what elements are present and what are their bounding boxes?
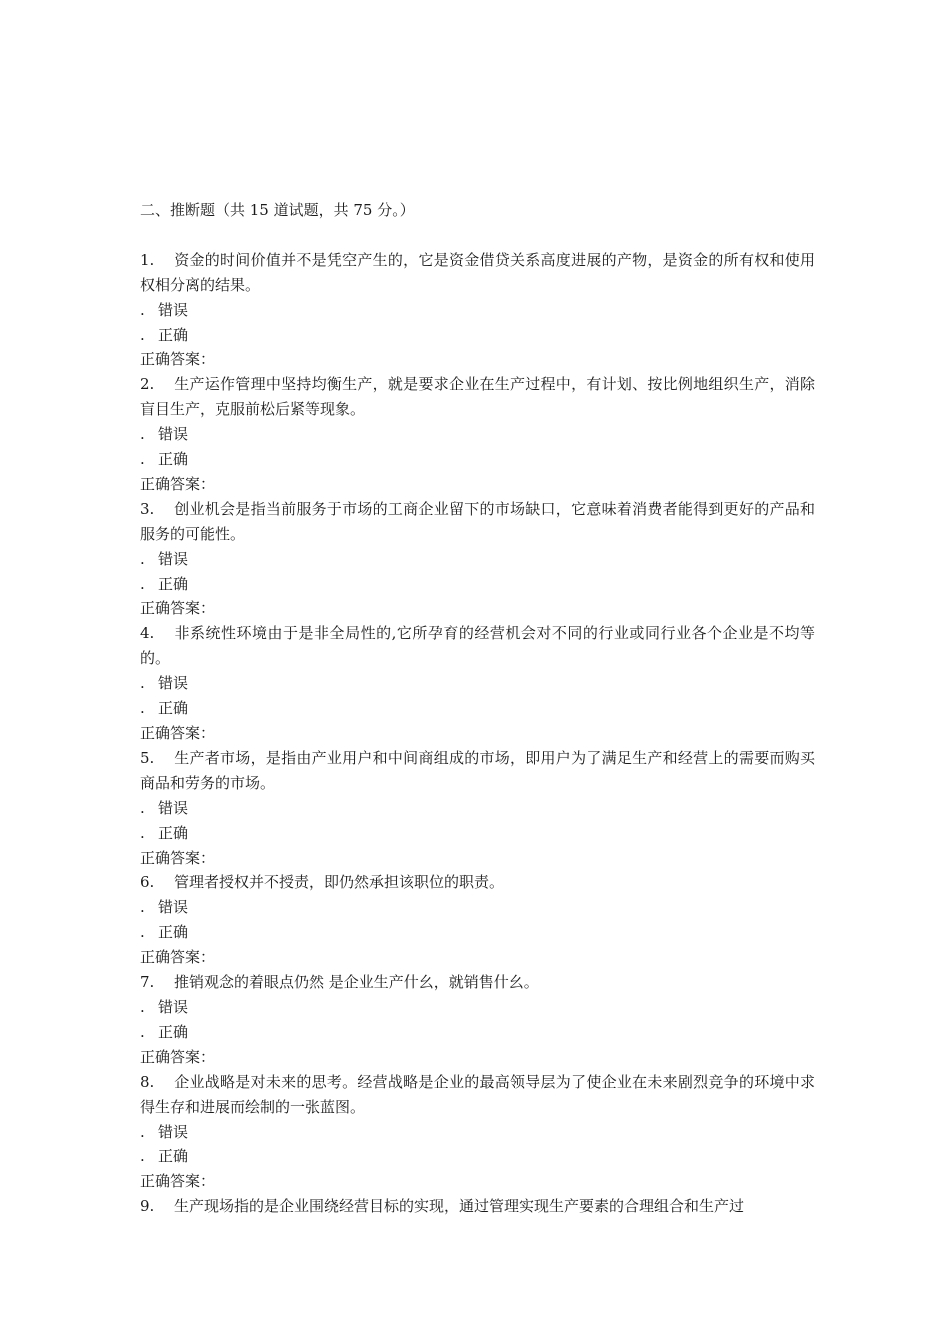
section-title: 二、推断题（共 15 道试题，共 75 分。）	[140, 201, 415, 219]
option-label: 正确	[158, 699, 189, 718]
option-prefix: .	[140, 1022, 145, 1041]
option-prefix: .	[140, 1122, 145, 1141]
option-prefix: .	[140, 425, 145, 444]
question-block	[140, 621, 815, 746]
option-prefix: .	[140, 699, 145, 718]
question-body: 管理者授权并不授责，即仍然承担该职位的职责。	[174, 873, 505, 892]
correct-answer-label: 正确答案：	[140, 848, 216, 867]
question-block	[140, 1070, 815, 1195]
option-prefix: .	[140, 997, 145, 1016]
answer-option[interactable]	[140, 1144, 815, 1169]
option-label: 正确	[158, 450, 189, 469]
option-label: 错误	[158, 1122, 189, 1141]
question-number: 3.	[140, 499, 155, 518]
question-block	[140, 248, 815, 373]
question-number: 1.	[140, 250, 155, 269]
option-label: 错误	[158, 997, 189, 1016]
answer-option[interactable]	[140, 895, 815, 920]
question-block	[140, 870, 815, 970]
option-label: 正确	[158, 574, 189, 593]
question-number: 4.	[140, 624, 155, 643]
option-prefix: .	[140, 325, 145, 344]
correct-answer-label: 正确答案：	[140, 599, 216, 618]
option-label: 错误	[158, 425, 189, 444]
option-prefix: .	[140, 923, 145, 942]
option-prefix: .	[140, 450, 145, 469]
question-body: 非系统性环境由于是非全局性的,它所孕育的经营机会对不同的行业或同行业各个企业是不均等的。	[140, 624, 815, 668]
question-body: 推销观念的着眼点仍然 是企业生产什幺，就销售什幺。	[174, 973, 539, 992]
question-block	[140, 372, 815, 497]
answer-option[interactable]	[140, 696, 815, 721]
question-text	[140, 746, 815, 796]
question-number: 6.	[140, 873, 155, 892]
answer-option[interactable]	[140, 995, 815, 1020]
answer-option[interactable]	[140, 422, 815, 447]
question-text	[140, 1070, 815, 1120]
answer-option[interactable]	[140, 547, 815, 572]
option-label: 错误	[158, 674, 189, 693]
option-label: 错误	[158, 798, 189, 817]
option-prefix: .	[140, 1147, 145, 1166]
option-label: 正确	[158, 1022, 189, 1041]
correct-answer-label: 正确答案：	[140, 1047, 216, 1066]
question-block	[140, 970, 815, 1070]
correct-answer-label: 正确答案：	[140, 350, 216, 369]
question-block	[140, 746, 815, 871]
question-number: 5.	[140, 748, 155, 767]
question-text	[140, 497, 815, 547]
answer-option[interactable]	[140, 572, 815, 597]
question-text	[140, 1194, 815, 1219]
question-text	[140, 372, 815, 422]
question-body: 资金的时间价值并不是凭空产生的，它是资金借贷关系高度进展的产物，是资金的所有权和使用权相分离的结果。	[140, 250, 815, 294]
question-number: 8.	[140, 1072, 155, 1091]
question-list	[140, 248, 815, 1219]
correct-answer-label: 正确答案：	[140, 474, 216, 493]
question-body: 企业战略是对未来的思考。经营战略是企业的最高领导层为了使企业在未来剧烈竞争的环境中求得生存和进展而绘制的一张蓝图。	[140, 1072, 815, 1116]
answer-option[interactable]	[140, 796, 815, 821]
option-label: 正确	[158, 923, 189, 942]
question-body: 生产者市场，是指由产业用户和中间商组成的市场，即用户为了满足生产和经营上的需要而购买商品和劳务的市场。	[140, 748, 815, 792]
question-block	[140, 1194, 815, 1219]
question-block	[140, 497, 815, 622]
correct-answer-label: 正确答案：	[140, 724, 216, 743]
option-prefix: .	[140, 574, 145, 593]
option-label: 错误	[158, 300, 189, 319]
answer-option[interactable]	[140, 920, 815, 945]
correct-answer-label: 正确答案：	[140, 948, 216, 967]
question-body: 生产现场指的是企业围绕经营目标的实现，通过管理实现生产要素的合理组合和生产过	[174, 1197, 745, 1216]
question-text	[140, 621, 815, 671]
question-text	[140, 870, 815, 895]
option-label: 正确	[158, 823, 189, 842]
correct-answer-label: 正确答案：	[140, 1172, 216, 1191]
answer-option[interactable]	[140, 447, 815, 472]
question-text	[140, 248, 815, 298]
option-prefix: .	[140, 549, 145, 568]
question-number: 2.	[140, 375, 155, 394]
option-prefix: .	[140, 674, 145, 693]
question-text	[140, 970, 815, 995]
question-body: 创业机会是指当前服务于市场的工商企业留下的市场缺口，它意味着消费者能得到更好的产品和服务的可能性。	[140, 499, 815, 543]
question-number: 7.	[140, 973, 155, 992]
option-prefix: .	[140, 798, 145, 817]
answer-option[interactable]	[140, 1120, 815, 1145]
answer-option[interactable]	[140, 323, 815, 348]
option-prefix: .	[140, 898, 145, 917]
option-label: 正确	[158, 325, 189, 344]
document-page	[140, 198, 815, 1219]
answer-option[interactable]	[140, 821, 815, 846]
option-label: 正确	[158, 1147, 189, 1166]
answer-option[interactable]	[140, 671, 815, 696]
option-prefix: .	[140, 300, 145, 319]
option-prefix: .	[140, 823, 145, 842]
answer-option[interactable]	[140, 298, 815, 323]
question-body: 生产运作管理中坚持均衡生产，就是要求企业在生产过程中，有计划、按比例地组织生产，消除盲目生产，克服前松后紧等现象。	[140, 375, 815, 419]
answer-option[interactable]	[140, 1020, 815, 1045]
option-label: 错误	[158, 898, 189, 917]
question-number: 9.	[140, 1197, 155, 1216]
option-label: 错误	[158, 549, 189, 568]
